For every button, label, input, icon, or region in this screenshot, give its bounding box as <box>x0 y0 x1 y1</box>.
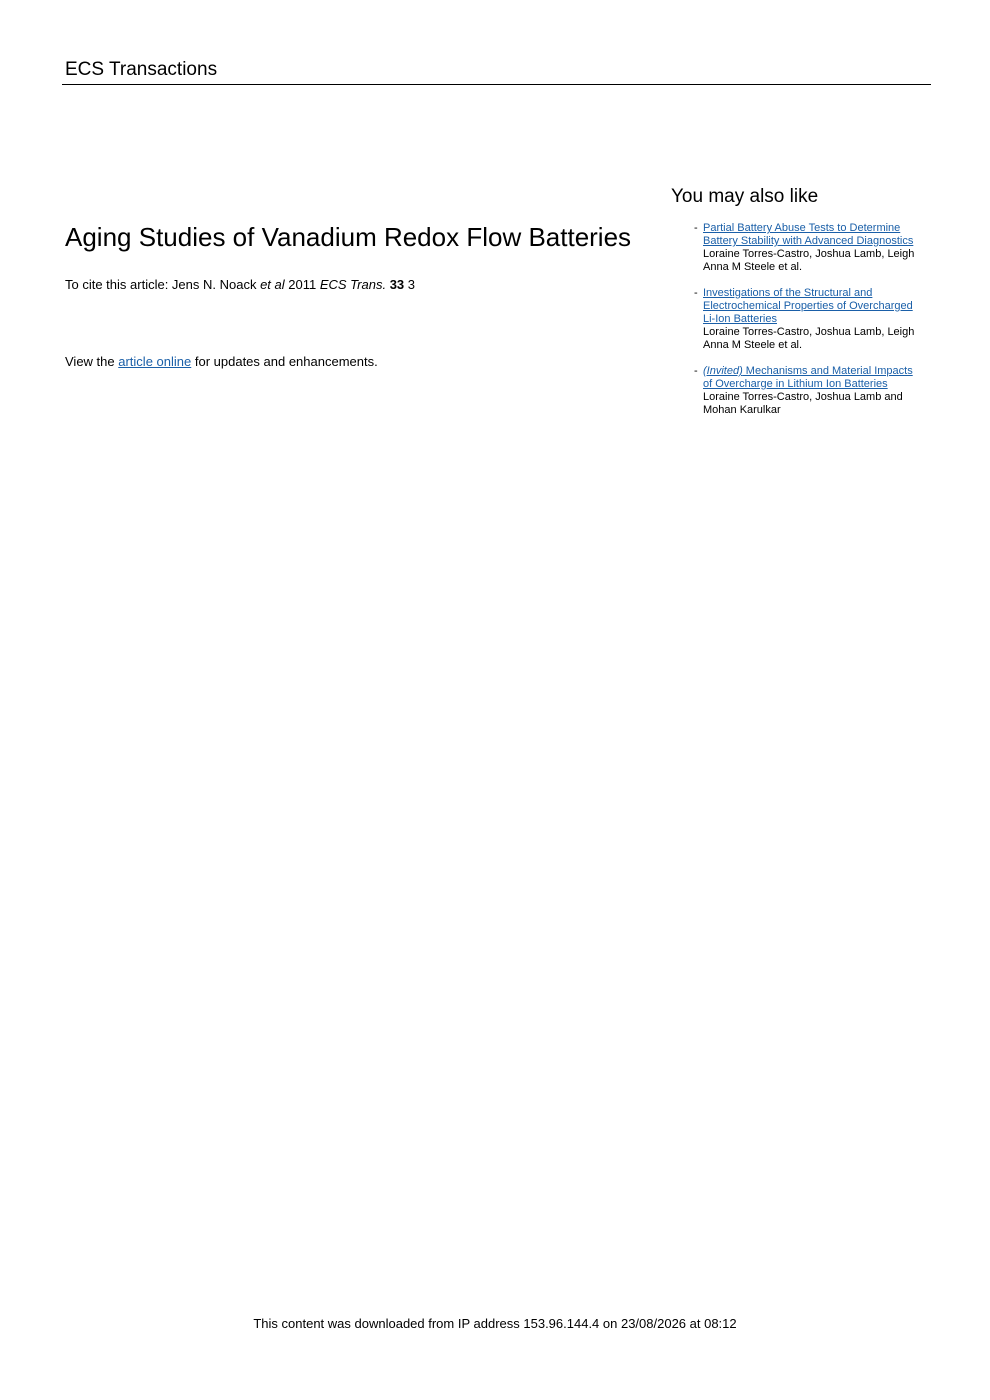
cite-journal: ECS Trans. <box>319 277 387 292</box>
related-article-link[interactable] <box>703 365 913 390</box>
view-suffix: for updates and enhancements. <box>191 354 378 369</box>
bullet-dash: - <box>694 365 698 377</box>
bullet-dash: - <box>694 222 698 234</box>
cite-page: 3 <box>407 277 416 292</box>
bullet-dash: - <box>694 287 698 299</box>
related-article-title: Mechanisms and Material Impacts of Overcharge in Lithium Ion Batteries <box>703 365 913 390</box>
article-title: Aging Studies of Vanadium Redox Flow Batteries <box>65 222 632 252</box>
view-prefix: View the <box>65 354 119 369</box>
cite-prefix: To cite this article: Jens N. Noack <box>65 277 261 292</box>
related-article-authors: Loraine Torres-Castro, Joshua Lamb, Leigh Anna M Steele et al. <box>703 326 915 351</box>
article-online-link[interactable]: article online <box>118 354 192 369</box>
related-article-link[interactable]: Partial Battery Abuse Tests to Determine Battery Stability with Advanced Diagnostics <box>703 222 914 247</box>
related-item <box>694 287 924 352</box>
related-item <box>694 365 924 417</box>
citation-line <box>65 276 415 293</box>
related-articles-list <box>694 222 924 430</box>
related-article-link[interactable]: Investigations of the Structural and Electrochemical Properties of Overcharged Li-Ion Batteries <box>703 287 913 325</box>
journal-header <box>62 58 931 85</box>
related-article-authors: Loraine Torres-Castro, Joshua Lamb, Leigh Anna M Steele et al. <box>703 248 915 273</box>
invited-label: (Invited) <box>703 365 743 377</box>
cite-etal: et al <box>260 277 285 292</box>
view-online-line <box>65 353 378 370</box>
cite-volume: 33 <box>389 277 405 292</box>
journal-name: ECS Transactions <box>65 59 218 80</box>
download-footer: This content was downloaded from IP address 153.96.144.4 on 23/08/2026 at 08:12 <box>253 1316 737 1331</box>
related-item <box>694 222 924 274</box>
related-heading: You may also like <box>671 186 819 207</box>
cite-year: 2011 <box>284 277 320 292</box>
related-article-authors: Loraine Torres-Castro, Joshua Lamb and Mohan Karulkar <box>703 391 903 416</box>
